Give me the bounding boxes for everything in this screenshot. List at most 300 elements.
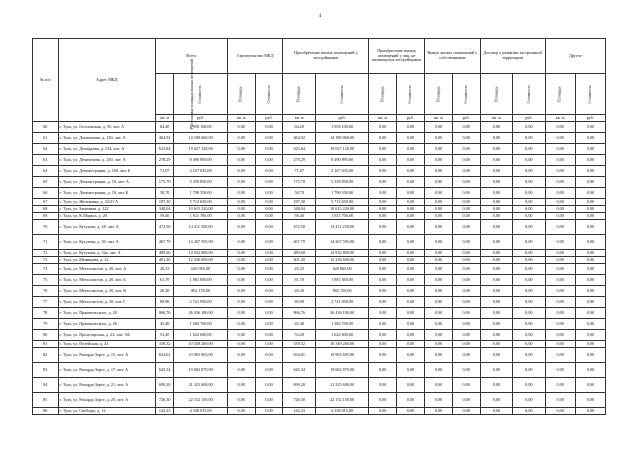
sub-area-header: Площадь [369,74,397,115]
row-number: 64 [33,166,59,177]
total-cost: 19 965 605,00 [174,348,227,363]
developer-cost: 10 349 260,00 [315,341,368,348]
row-address: г. Тула, ул. Кутузова, д. 32а, лит. А [58,250,155,257]
other-area: 0,00 [545,264,575,275]
sub-area-header: Расселяемая площадь жилых помещений [155,74,174,115]
nondeveloper-cost: 0,00 [397,348,425,363]
buyout-cost: 0,00 [452,308,480,319]
nondeveloper-cost: 0,00 [397,378,425,393]
table-row [33,393,606,408]
table-row [33,155,606,166]
row-address: г. Тула, ул. Рихарда Зорге, д. 25, лит. А [58,393,155,408]
other-cost: 0,00 [575,257,605,264]
total-area: 58,70 [155,188,174,199]
other-area: 0,00 [545,319,575,330]
total-cost: 1 881 850,00 [174,275,227,286]
row-address: г. Тула, ул. К.Маркса, д. 26 [58,213,155,220]
total-area: 464,92 [155,133,174,144]
total-cost: 1 384 700,00 [174,319,227,330]
total-cost: 1 958 100,00 [174,122,227,133]
other-area: 0,00 [545,286,575,297]
construction-cost: 0,00 [255,264,283,275]
territory-area: 0,00 [480,235,512,250]
row-address: г. Тула, ул. Демеигьева, д. 230, лит. А [58,155,155,166]
row-address: г. Тула, ул. Пролетарская, д. 23, лит. АБ [58,330,155,341]
construction-cost: 0,00 [255,330,283,341]
total-cost: 19 682 870,00 [174,363,227,378]
total-cost: 19 027 120,00 [174,144,227,155]
other-cost: 0,00 [575,363,605,378]
col-address-header: Адрес МКД [58,39,155,122]
buyout-cost: 0,00 [452,220,480,235]
developer-cost: 19 027 120,00 [315,144,368,155]
other-area: 0,00 [545,177,575,188]
buyout-cost: 0,00 [452,166,480,177]
row-address: г. Тула, ул. Кутузова, д. 30, лит. А [58,235,155,250]
table-row [33,275,606,286]
total-area: 866,76 [155,308,174,319]
total-cost: 10 615 220,00 [174,206,227,213]
buyout-area: 0,00 [424,166,452,177]
table-row [33,330,606,341]
construction-cost: 0,00 [255,177,283,188]
buyout-area: 0,00 [424,155,452,166]
other-area: 0,00 [545,122,575,133]
nondeveloper-cost: 0,00 [397,177,425,188]
table-row [33,363,606,378]
buyout-area: 0,00 [424,188,452,199]
other-cost: 0,00 [575,144,605,155]
row-number: 63 [33,155,59,166]
unit-area: кв. м [227,115,255,122]
territory-area: 0,00 [480,275,512,286]
nondeveloper-cost: 0,00 [397,330,425,341]
construction-cost: 0,00 [255,275,283,286]
developer-cost: 8 490 895,00 [315,155,368,166]
construction-area: 0,00 [227,122,255,133]
nondeveloper-cost: 0,00 [397,220,425,235]
construction-cost: 0,00 [255,155,283,166]
construction-area: 0,00 [227,408,255,415]
buyout-area: 0,00 [424,257,452,264]
group-construction: Строительство МКД [227,39,283,74]
buyout-area: 0,00 [424,286,452,297]
construction-cost: 0,00 [255,319,283,330]
row-number: 82 [33,348,59,363]
territory-cost: 0,00 [513,348,545,363]
table-row [33,206,606,213]
construction-area: 0,00 [227,348,255,363]
total-area: 645,34 [155,363,174,378]
construction-cost: 0,00 [255,250,283,257]
table-row [33,199,606,206]
other-cost: 0,00 [575,250,605,257]
developer-area: 464,92 [283,133,315,144]
territory-area: 0,00 [480,166,512,177]
buyout-area: 0,00 [424,363,452,378]
sub-cost-header: Стоимость [397,74,425,115]
total-cost: 2 167 635,00 [174,166,227,177]
developer-cost: 19 682 870,00 [315,363,368,378]
total-area: 278,29 [155,155,174,166]
construction-area: 0,00 [227,378,255,393]
row-address: г. Тула, ул. Металлистов, д. 20, лит. А [58,264,155,275]
unit-cost: руб. [174,115,227,122]
other-cost: 0,00 [575,122,605,133]
total-area: 726,30 [155,393,174,408]
nondeveloper-area: 0,00 [369,199,397,206]
construction-area: 0,00 [227,213,255,220]
buyout-cost: 0,00 [452,264,480,275]
buyout-cost: 0,00 [452,144,480,155]
construction-cost: 0,00 [255,363,283,378]
construction-cost: 0,00 [255,166,283,177]
total-cost: 4 338 015,00 [174,408,227,415]
total-cost: 10 349 260,00 [174,341,227,348]
row-number: 74 [33,264,59,275]
territory-area: 0,00 [480,363,512,378]
territory-area: 0,00 [480,393,512,408]
territory-area: 0,00 [480,155,512,166]
other-area: 0,00 [545,235,575,250]
construction-area: 0,00 [227,341,255,348]
other-area: 0,00 [545,133,575,144]
developer-area: 20,33 [283,264,315,275]
sub-cost-header: Стоимость [174,74,227,115]
row-number: 81 [33,341,59,348]
developer-cost: 12 236 600,00 [315,257,368,264]
buyout-area: 0,00 [424,235,452,250]
nondeveloper-cost: 0,00 [397,319,425,330]
nondeveloper-area: 0,00 [369,206,397,213]
construction-cost: 0,00 [255,199,283,206]
territory-cost: 0,00 [513,319,545,330]
row-address: г. Тула, ул. Путейская, д. 43 [58,341,155,348]
total-area: 61,70 [155,275,174,286]
buyout-area: 0,00 [424,177,452,188]
buyout-cost: 0,00 [452,257,480,264]
unit-area: кв. м [369,115,397,122]
territory-area: 0,00 [480,319,512,330]
sub-cost-header: Стоимость [315,74,368,115]
total-cost: 1 622 600,00 [174,330,227,341]
row-number: 73 [33,257,59,264]
developer-cost: 4 338 015,00 [315,408,368,415]
unit-cost: руб. [397,115,425,122]
territory-cost: 0,00 [513,213,545,220]
total-cost: 5 712 650,00 [174,199,227,206]
territory-cost: 0,00 [513,155,545,166]
territory-area: 0,00 [480,330,512,341]
developer-cost: 10 615 220,00 [315,206,368,213]
other-area: 0,00 [545,257,575,264]
nondeveloper-area: 0,00 [369,235,397,250]
total-area: 401,20 [155,257,174,264]
group-territory-agreement: Договор о развитии застроенной территории [480,39,545,74]
construction-area: 0,00 [227,235,255,250]
row-number: 72 [33,250,59,257]
buyout-cost: 0,00 [452,297,480,308]
nondeveloper-cost: 0,00 [397,206,425,213]
buyout-cost: 0,00 [452,250,480,257]
other-cost: 0,00 [575,308,605,319]
territory-area: 0,00 [480,341,512,348]
nondeveloper-area: 0,00 [369,213,397,220]
developer-area: 64,20 [283,122,315,133]
total-area: 489,60 [155,250,174,257]
row-address: г. Тула, ул. Рихарда Зорге, д. 17, лит. А [58,363,155,378]
nondeveloper-area: 0,00 [369,286,397,297]
buyout-area: 0,00 [424,122,452,133]
nondeveloper-area: 0,00 [369,348,397,363]
buyout-area: 0,00 [424,319,452,330]
nondeveloper-area: 0,00 [369,122,397,133]
other-cost: 0,00 [575,199,605,206]
construction-area: 0,00 [227,166,255,177]
developer-area: 645,34 [283,363,315,378]
nondeveloper-area: 0,00 [369,177,397,188]
other-area: 0,00 [545,155,575,166]
nondeveloper-cost: 0,00 [397,297,425,308]
nondeveloper-area: 0,00 [369,155,397,166]
developer-area: 623,84 [283,144,315,155]
territory-area: 0,00 [480,220,512,235]
construction-cost: 0,00 [255,378,283,393]
nondeveloper-cost: 0,00 [397,286,425,297]
total-cost: 620 065,00 [174,264,227,275]
other-cost: 0,00 [575,188,605,199]
row-address: г. Тула, ул. Замочная, д. 122 [58,206,155,213]
row-address: г. Тула, ул. Рихарда Зорге, д. 15, лит. А [58,348,155,363]
territory-cost: 0,00 [513,144,545,155]
other-area: 0,00 [545,363,575,378]
construction-cost: 0,00 [255,220,283,235]
nondeveloper-cost: 0,00 [397,166,425,177]
territory-area: 0,00 [480,199,512,206]
total-area: 187,30 [155,199,174,206]
other-area: 0,00 [545,144,575,155]
other-cost: 0,00 [575,220,605,235]
territory-cost: 0,00 [513,166,545,177]
construction-cost: 0,00 [255,348,283,363]
buyout-cost: 0,00 [452,319,480,330]
territory-area: 0,00 [480,257,512,264]
territory-area: 0,00 [480,308,512,319]
total-cost: 1 811 700,00 [174,213,227,220]
unit-area: кв. м [545,115,575,122]
buyout-area: 0,00 [424,308,452,319]
unit-cost: руб. [575,115,605,122]
construction-area: 0,00 [227,188,255,199]
developer-cost: 2 741 950,00 [315,297,368,308]
developer-area: 726,30 [283,393,315,408]
sub-cost-header: Стоимость [255,74,283,115]
construction-cost: 0,00 [255,206,283,213]
total-cost: 14 180 060,00 [174,133,227,144]
construction-cost: 0,00 [255,297,283,308]
developer-area: 278,29 [283,155,315,166]
developer-cost: 19 965 605,00 [315,348,368,363]
other-area: 0,00 [545,393,575,408]
developer-cost: 21 325 600,00 [315,378,368,393]
developer-area: 654,61 [283,348,315,363]
buyout-cost: 0,00 [452,363,480,378]
total-area: 623,84 [155,144,174,155]
nondeveloper-cost: 0,00 [397,122,425,133]
buyout-area: 0,00 [424,348,452,363]
other-area: 0,00 [545,275,575,286]
other-area: 0,00 [545,213,575,220]
unit-area: кв. м [424,115,452,122]
other-area: 0,00 [545,166,575,177]
buyout-cost: 0,00 [452,286,480,297]
row-number: 85 [33,393,59,408]
total-cost: 21 325 600,00 [174,378,227,393]
sub-area-header: Площадь [480,74,512,115]
other-cost: 0,00 [575,235,605,250]
construction-cost: 0,00 [255,235,283,250]
buyout-area: 0,00 [424,275,452,286]
construction-area: 0,00 [227,144,255,155]
nondeveloper-area: 0,00 [369,166,397,177]
construction-cost: 0,00 [255,308,283,319]
nondeveloper-cost: 0,00 [397,188,425,199]
construction-cost: 0,00 [255,213,283,220]
table-row [33,286,606,297]
construction-cost: 0,00 [255,122,283,133]
unit-cost: руб. [315,115,368,122]
developer-cost: 22 152 150,00 [315,393,368,408]
nondeveloper-area: 0,00 [369,188,397,199]
total-cost: 2 741 950,00 [174,297,227,308]
row-number: 67 [33,199,59,206]
developer-area: 489,60 [283,250,315,257]
construction-area: 0,00 [227,363,255,378]
other-area: 0,00 [545,188,575,199]
other-cost: 0,00 [575,330,605,341]
total-cost: 802 150,00 [174,286,227,297]
nondeveloper-cost: 0,00 [397,250,425,257]
nondeveloper-cost: 0,00 [397,133,425,144]
nondeveloper-area: 0,00 [369,257,397,264]
row-number: 71 [33,235,59,250]
total-area: 26,30 [155,286,174,297]
nondeveloper-area: 0,00 [369,297,397,308]
buyout-cost: 0,00 [452,133,480,144]
row-address: г. Тула, ул. Металлистов, д. 20, лит. Г [58,297,155,308]
territory-cost: 0,00 [513,220,545,235]
buyout-area: 0,00 [424,144,452,155]
table-row [33,408,606,415]
total-cost: 14 411 250,00 [174,220,227,235]
developer-cost: 1 384 700,00 [315,319,368,330]
table-row [33,166,606,177]
construction-area: 0,00 [227,264,255,275]
territory-area: 0,00 [480,250,512,257]
construction-area: 0,00 [227,199,255,206]
buyout-cost: 0,00 [452,275,480,286]
territory-cost: 0,00 [513,264,545,275]
row-number: 86 [33,408,59,415]
developer-area: 71,07 [283,166,315,177]
other-cost: 0,00 [575,297,605,308]
group-developer-purchase: Приобретение жилых помещений у застройщиков [283,39,369,74]
row-address: г. Тула, ул. Кутузова, д. 28, лит. А [58,220,155,235]
buyout-area: 0,00 [424,264,452,275]
row-address: г. Тула, ул. Демонстрации, д. 18, лит. А [58,177,155,188]
row-number: 75 [33,275,59,286]
territory-area: 0,00 [480,213,512,220]
territory-cost: 0,00 [513,408,545,415]
total-cost: 12 236 600,00 [174,257,227,264]
developer-cost: 2 167 635,00 [315,166,368,177]
buyout-area: 0,00 [424,378,452,393]
group-owner-buyout: Выкуп жилых помещений у собственников [424,39,480,74]
other-cost: 0,00 [575,133,605,144]
construction-cost: 0,00 [255,188,283,199]
nondeveloper-cost: 0,00 [397,199,425,206]
construction-area: 0,00 [227,297,255,308]
nondeveloper-area: 0,00 [369,408,397,415]
developer-cost: 620 065,00 [315,264,368,275]
territory-cost: 0,00 [513,177,545,188]
developer-area: 348,04 [283,206,315,213]
total-cost: 8 490 895,00 [174,155,227,166]
territory-area: 0,00 [480,408,512,415]
table-row [33,264,606,275]
row-address: г. Тула, ул. Демидьева, д. 134, лит. А [58,144,155,155]
buyout-area: 0,00 [424,250,452,257]
row-number: 80 [33,330,59,341]
row-number: 69 [33,213,59,220]
construction-cost: 0,00 [255,393,283,408]
total-area: 472,50 [155,220,174,235]
developer-cost: 1 881 850,00 [315,275,368,286]
construction-area: 0,00 [227,133,255,144]
developer-area: 866,76 [283,308,315,319]
table-row [33,297,606,308]
other-cost: 0,00 [575,264,605,275]
territory-area: 0,00 [480,264,512,275]
construction-cost: 0,00 [255,257,283,264]
total-area: 654,61 [155,348,174,363]
territory-area: 0,00 [480,348,512,363]
total-cost: 14 932 800,00 [174,250,227,257]
row-address: г. Тула, ул. Гоголевская, д. 35, лит. А [58,122,155,133]
developer-area: 142,23 [283,408,315,415]
buyout-area: 0,00 [424,133,452,144]
table-row [33,177,606,188]
row-address: г. Тула, ул. Демонстрации, д. 160, лит. Б [58,166,155,177]
other-area: 0,00 [545,341,575,348]
other-area: 0,00 [545,199,575,206]
buyout-cost: 0,00 [452,393,480,408]
other-cost: 0,00 [575,286,605,297]
unit-cost: руб. [513,115,545,122]
total-area: 699,20 [155,378,174,393]
developer-cost: 14 267 595,00 [315,235,368,250]
territory-area: 0,00 [480,133,512,144]
nondeveloper-area: 0,00 [369,264,397,275]
table-row [33,122,606,133]
developer-cost: 5 712 650,00 [315,199,368,206]
nondeveloper-cost: 0,00 [397,155,425,166]
buyout-cost: 0,00 [452,408,480,415]
other-area: 0,00 [545,220,575,235]
row-number: 76 [33,286,59,297]
row-number: 79 [33,319,59,330]
total-area: 339,32 [155,341,174,348]
